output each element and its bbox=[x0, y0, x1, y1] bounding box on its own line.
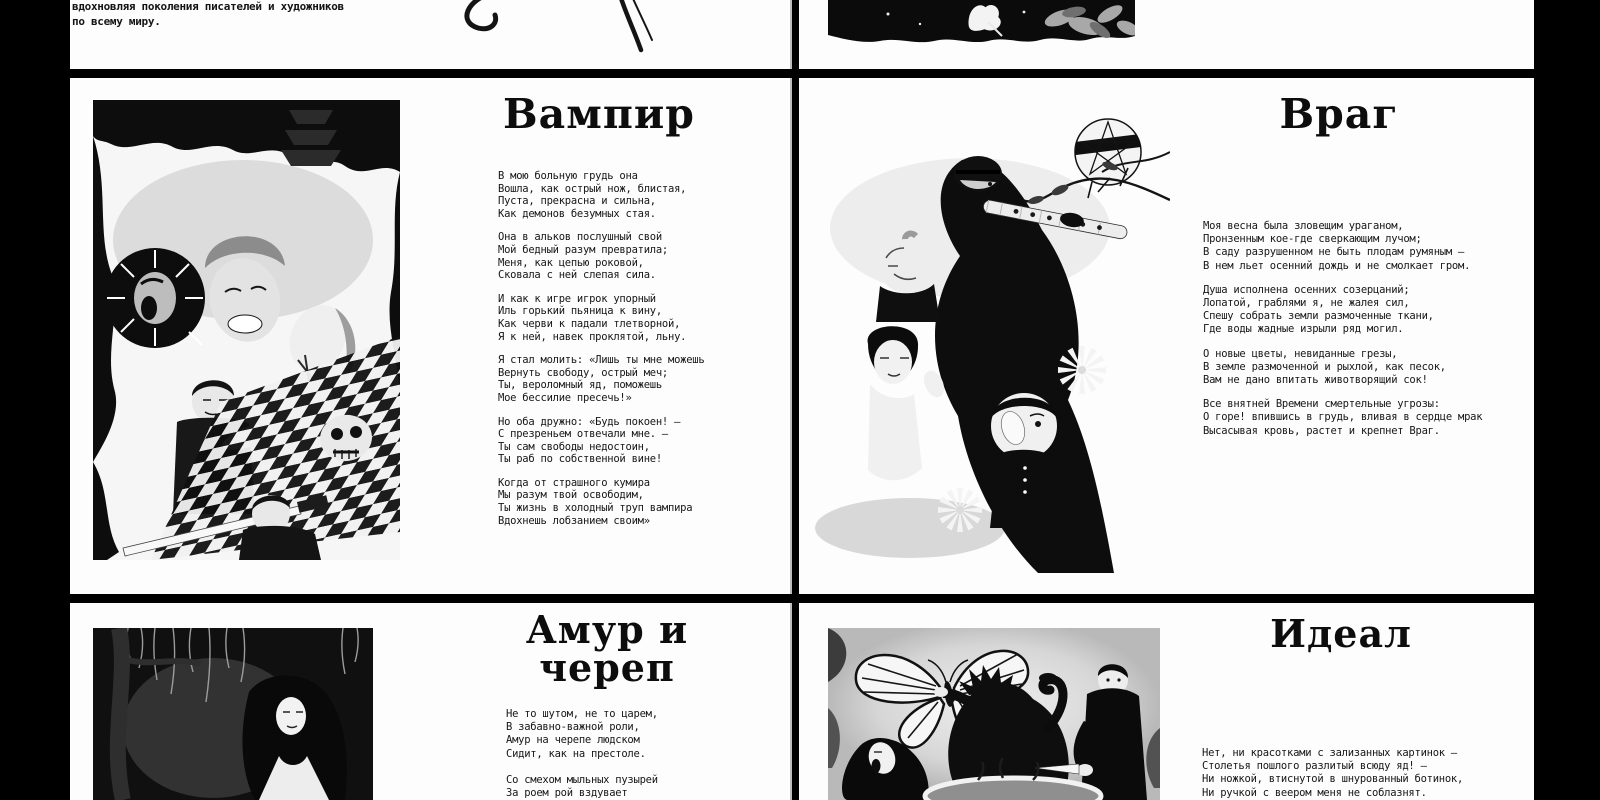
page-spread-enemy[interactable] bbox=[799, 78, 1534, 594]
poem-title-vampire: Вампир bbox=[503, 90, 695, 138]
poem-text-enemy: Моя весна была зловещим ураганом, Пронзенным кое-где сверкающим лучом; В саду разрушенном не быть плодам румяным — В нем льет осенний дождь и не смолкает гром. Душа исполнена осенних созерцаний; Лопатой, граблями я, не жалея сил, Спешу собрать земли размоченные ткани, Где воды жадные изрыли ряд могил. О новые цветы, невиданные грезы, В земле размоченной и рыхлой, как песок, Вам не дано впитать животворящий сок! Все внятней Времени смертельные угрозы: О горе! впившись в грудь, вливая в сердце мрак Высасывая кровь, растет и крепнет Враг. bbox=[1203, 220, 1483, 437]
illustration-ideal bbox=[828, 628, 1160, 800]
illustration-cupid-skull bbox=[93, 628, 373, 800]
screaming-face-burst bbox=[105, 248, 205, 348]
illustration-writing-hand bbox=[828, 0, 1135, 45]
poem-title-enemy: Враг bbox=[1279, 90, 1399, 138]
illustration-vampire bbox=[93, 100, 400, 560]
page-intro-partial[interactable] bbox=[70, 0, 790, 69]
page-illustration-partial[interactable] bbox=[799, 0, 1534, 69]
poem-text-cupid-skull: Не то шутом, не то царем, В забавно-важной роли, Амур на черепе людском Сидит, как на престоле. Со смехом мыльных пузырей За роем рой вздувает bbox=[506, 708, 658, 800]
moon-with-pentagram bbox=[1065, 119, 1150, 185]
poem-text-ideal: Нет, ни красотками с зализанных картинок — Столетья пошлого разлитый всюду яд! — Ни ножкой, втиснутой в шнурованный ботинок, Ни ручкой с веером меня не соблазнят. bbox=[1202, 747, 1464, 799]
page-spread-vampire[interactable] bbox=[70, 78, 790, 594]
poem-text-vampire: В мою больную грудь она Вошла, как острый нож, блистая, Пуста, прекрасна и сильна, Как демонов безумных стая. Она в альков послушный свой Мой бедный разум превратила; Меня, как цепью роковой, Сковала с ней слепая сила. И как к игре игрок упорный Иль горький пьяница к вину, Как черви к падали тлетворной, Я к ней, навек проклятой, льну. Я стал молить: «Лишь ты мне можешь Вернуть свободу, острый меч; Ты, вероломный яд, поможешь Мое бессилие пресечь!» Но оба дружно: «Будь покоен! — С презреньем отвечали мне. — Ты сам свободы недостоин, Ты раб по собственной вине! Когда от страшного кумира Мы разум твой освободим, Ты жизнь в холодный труп вампира Вдохнешь лобзанием своим» bbox=[498, 170, 705, 527]
man-covering-eye bbox=[990, 393, 1060, 528]
cauldron-tub bbox=[925, 778, 1101, 800]
page-spread-ideal[interactable] bbox=[799, 603, 1534, 800]
illustration-enemy bbox=[810, 108, 1170, 573]
flutist-in-cap bbox=[954, 156, 1002, 192]
tree-trunk bbox=[118, 628, 123, 800]
poem-title-ideal: Идеал bbox=[1270, 611, 1412, 656]
poem-title-cupid-skull: Амур и череп bbox=[525, 607, 689, 690]
ink-flourish bbox=[70, 0, 790, 69]
intro-text: вдохновляя поколения писателей и художников по всему миру. bbox=[72, 0, 344, 28]
page-spread-cupid-skull[interactable] bbox=[70, 603, 790, 800]
